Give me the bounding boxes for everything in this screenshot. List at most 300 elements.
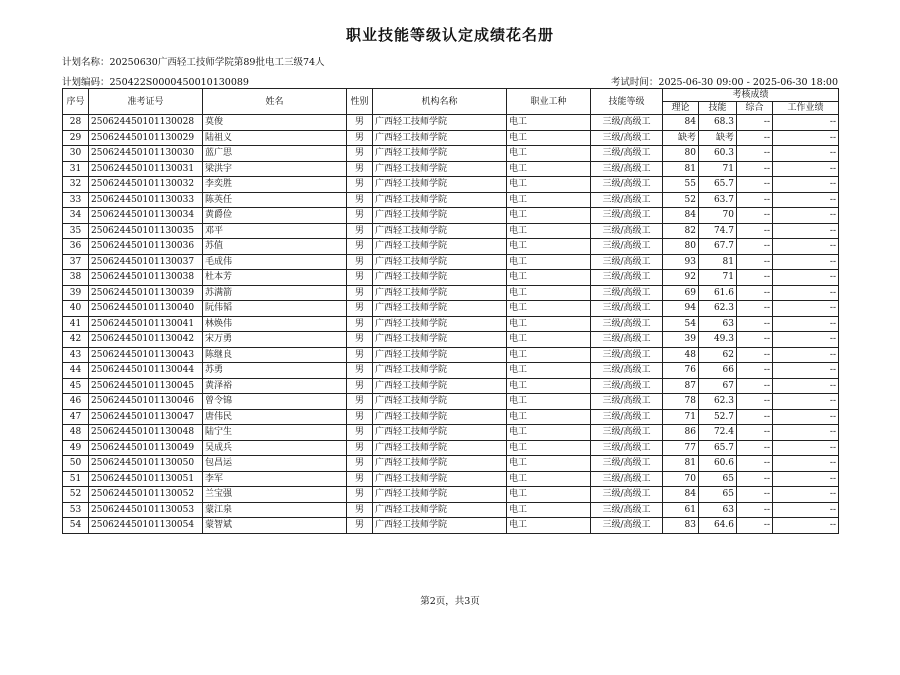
cell-occupation: 电工 (507, 440, 591, 456)
table-row (63, 161, 839, 177)
cell-occupation: 电工 (507, 254, 591, 270)
cell-work: -- (773, 378, 839, 394)
cell-name: 黄爵俭 (203, 208, 347, 224)
cell-org: 广西轻工技师学院 (373, 161, 507, 177)
cell-org: 广西轻工技师学院 (373, 363, 507, 379)
cell-gender: 男 (347, 487, 373, 503)
cell-skill: 62.3 (699, 301, 737, 317)
cell-theory: 52 (663, 192, 699, 208)
cell-overall: -- (737, 301, 773, 317)
cell-name: 吴成兵 (203, 440, 347, 456)
cell-name: 黄泽裕 (203, 378, 347, 394)
cell-skill: 49.3 (699, 332, 737, 348)
cell-ticket: 250624450101130053 (89, 502, 203, 518)
plan-name: 计划名称：20250630广西轻工技师学院第89批电工三级74人 (62, 57, 325, 68)
cell-work: -- (773, 316, 839, 332)
cell-occupation: 电工 (507, 425, 591, 441)
cell-level: 三级/高级工 (591, 161, 663, 177)
cell-work: -- (773, 239, 839, 255)
cell-gender: 男 (347, 425, 373, 441)
cell-org: 广西轻工技师学院 (373, 285, 507, 301)
cell-seq: 54 (63, 518, 89, 534)
table-row (63, 394, 839, 410)
cell-occupation: 电工 (507, 363, 591, 379)
cell-skill: 63 (699, 502, 737, 518)
cell-occupation: 电工 (507, 270, 591, 286)
cell-seq: 49 (63, 440, 89, 456)
cell-org: 广西轻工技师学院 (373, 254, 507, 270)
cell-theory: 39 (663, 332, 699, 348)
cell-ticket: 250624450101130045 (89, 378, 203, 394)
cell-overall: -- (737, 471, 773, 487)
cell-theory: 71 (663, 409, 699, 425)
cell-overall: -- (737, 502, 773, 518)
cell-occupation: 电工 (507, 177, 591, 193)
cell-org: 广西轻工技师学院 (373, 456, 507, 472)
cell-skill: 65.7 (699, 177, 737, 193)
cell-overall: -- (737, 208, 773, 224)
cell-theory: 77 (663, 440, 699, 456)
cell-work: -- (773, 285, 839, 301)
cell-theory: 80 (663, 239, 699, 255)
cell-theory: 83 (663, 518, 699, 534)
cell-overall: -- (737, 347, 773, 363)
cell-seq: 48 (63, 425, 89, 441)
cell-skill: 62.3 (699, 394, 737, 410)
cell-name: 苏值 (203, 239, 347, 255)
cell-name: 陈继良 (203, 347, 347, 363)
cell-theory: 76 (663, 363, 699, 379)
cell-org: 广西轻工技师学院 (373, 487, 507, 503)
cell-name: 蒙智斌 (203, 518, 347, 534)
cell-level: 三级/高级工 (591, 115, 663, 131)
cell-seq: 30 (63, 146, 89, 162)
cell-overall: -- (737, 378, 773, 394)
cell-occupation: 电工 (507, 347, 591, 363)
cell-ticket: 250624450101130046 (89, 394, 203, 410)
cell-work: -- (773, 270, 839, 286)
cell-occupation: 电工 (507, 394, 591, 410)
cell-ticket: 250624450101130036 (89, 239, 203, 255)
cell-ticket: 250624450101130041 (89, 316, 203, 332)
cell-seq: 42 (63, 332, 89, 348)
cell-gender: 男 (347, 409, 373, 425)
cell-seq: 28 (63, 115, 89, 131)
cell-overall: -- (737, 270, 773, 286)
cell-ticket: 250624450101130049 (89, 440, 203, 456)
header-theory: 理论 (663, 102, 699, 115)
cell-overall: -- (737, 487, 773, 503)
table-row (63, 456, 839, 472)
cell-overall: -- (737, 409, 773, 425)
table-row (63, 239, 839, 255)
cell-skill: 缺考 (699, 130, 737, 146)
cell-level: 三级/高级工 (591, 254, 663, 270)
cell-theory: 87 (663, 378, 699, 394)
cell-theory: 92 (663, 270, 699, 286)
roster-body (63, 115, 839, 534)
cell-seq: 29 (63, 130, 89, 146)
cell-gender: 男 (347, 192, 373, 208)
cell-ticket: 250624450101130035 (89, 223, 203, 239)
cell-gender: 男 (347, 239, 373, 255)
table-row (63, 425, 839, 441)
cell-occupation: 电工 (507, 301, 591, 317)
cell-seq: 39 (63, 285, 89, 301)
cell-org: 广西轻工技师学院 (373, 502, 507, 518)
cell-overall: -- (737, 332, 773, 348)
cell-seq: 41 (63, 316, 89, 332)
cell-gender: 男 (347, 332, 373, 348)
cell-ticket: 250624450101130052 (89, 487, 203, 503)
cell-theory: 84 (663, 208, 699, 224)
cell-org: 广西轻工技师学院 (373, 471, 507, 487)
cell-name: 宋万勇 (203, 332, 347, 348)
table-row (63, 363, 839, 379)
cell-gender: 男 (347, 378, 373, 394)
cell-gender: 男 (347, 270, 373, 286)
cell-theory: 81 (663, 456, 699, 472)
cell-seq: 51 (63, 471, 89, 487)
cell-theory: 70 (663, 471, 699, 487)
cell-level: 三级/高级工 (591, 301, 663, 317)
cell-work: -- (773, 146, 839, 162)
cell-theory: 61 (663, 502, 699, 518)
table-row (63, 177, 839, 193)
cell-level: 三级/高级工 (591, 192, 663, 208)
cell-theory: 81 (663, 161, 699, 177)
cell-ticket: 250624450101130038 (89, 270, 203, 286)
header-gender: 性别 (347, 89, 373, 115)
cell-ticket: 250624450101130033 (89, 192, 203, 208)
cell-ticket: 250624450101130051 (89, 471, 203, 487)
cell-gender: 男 (347, 316, 373, 332)
cell-level: 三级/高级工 (591, 223, 663, 239)
cell-level: 三级/高级工 (591, 208, 663, 224)
cell-seq: 34 (63, 208, 89, 224)
cell-skill: 65.7 (699, 440, 737, 456)
cell-theory: 84 (663, 487, 699, 503)
cell-work: -- (773, 363, 839, 379)
cell-seq: 40 (63, 301, 89, 317)
cell-work: -- (773, 518, 839, 534)
table-row (63, 223, 839, 239)
cell-seq: 36 (63, 239, 89, 255)
cell-skill: 62 (699, 347, 737, 363)
document-title: 职业技能等级认定成绩花名册 (345, 26, 554, 44)
cell-skill: 64.6 (699, 518, 737, 534)
header-work: 工作业绩 (773, 102, 839, 115)
cell-ticket: 250624450101130054 (89, 518, 203, 534)
cell-occupation: 电工 (507, 115, 591, 131)
table-row (63, 301, 839, 317)
cell-level: 三级/高级工 (591, 332, 663, 348)
cell-theory: 84 (663, 115, 699, 131)
cell-name: 曾令锦 (203, 394, 347, 410)
cell-skill: 74.7 (699, 223, 737, 239)
table-row (63, 146, 839, 162)
cell-level: 三级/高级工 (591, 285, 663, 301)
cell-theory: 93 (663, 254, 699, 270)
cell-level: 三级/高级工 (591, 440, 663, 456)
cell-gender: 男 (347, 518, 373, 534)
cell-work: -- (773, 254, 839, 270)
cell-skill: 66 (699, 363, 737, 379)
cell-level: 三级/高级工 (591, 347, 663, 363)
cell-ticket: 250624450101130034 (89, 208, 203, 224)
cell-skill: 60.3 (699, 146, 737, 162)
cell-gender: 男 (347, 115, 373, 131)
header-seq: 序号 (63, 89, 89, 115)
cell-skill: 70 (699, 208, 737, 224)
cell-ticket: 250624450101130047 (89, 409, 203, 425)
cell-name: 苏满箭 (203, 285, 347, 301)
cell-overall: -- (737, 363, 773, 379)
cell-seq: 35 (63, 223, 89, 239)
cell-theory: 78 (663, 394, 699, 410)
cell-level: 三级/高级工 (591, 270, 663, 286)
cell-org: 广西轻工技师学院 (373, 332, 507, 348)
cell-skill: 72.4 (699, 425, 737, 441)
cell-org: 广西轻工技师学院 (373, 347, 507, 363)
cell-skill: 67.7 (699, 239, 737, 255)
cell-occupation: 电工 (507, 409, 591, 425)
cell-seq: 47 (63, 409, 89, 425)
cell-occupation: 电工 (507, 316, 591, 332)
cell-seq: 43 (63, 347, 89, 363)
cell-overall: -- (737, 285, 773, 301)
cell-work: -- (773, 223, 839, 239)
cell-level: 三级/高级工 (591, 378, 663, 394)
cell-occupation: 电工 (507, 146, 591, 162)
cell-gender: 男 (347, 456, 373, 472)
cell-skill: 52.7 (699, 409, 737, 425)
cell-theory: 80 (663, 146, 699, 162)
header-overall: 综合 (737, 102, 773, 115)
cell-seq: 45 (63, 378, 89, 394)
cell-org: 广西轻工技师学院 (373, 378, 507, 394)
cell-occupation: 电工 (507, 239, 591, 255)
cell-theory: 48 (663, 347, 699, 363)
cell-overall: -- (737, 177, 773, 193)
cell-occupation: 电工 (507, 223, 591, 239)
cell-ticket: 250624450101130039 (89, 285, 203, 301)
cell-ticket: 250624450101130043 (89, 347, 203, 363)
cell-level: 三级/高级工 (591, 146, 663, 162)
table-row (63, 471, 839, 487)
cell-ticket: 250624450101130044 (89, 363, 203, 379)
cell-occupation: 电工 (507, 456, 591, 472)
cell-skill: 65 (699, 487, 737, 503)
cell-gender: 男 (347, 223, 373, 239)
header-org: 机构名称 (373, 89, 507, 115)
cell-org: 广西轻工技师学院 (373, 115, 507, 131)
cell-work: -- (773, 332, 839, 348)
cell-name: 莫俊 (203, 115, 347, 131)
cell-seq: 37 (63, 254, 89, 270)
table-row (63, 285, 839, 301)
table-row (63, 409, 839, 425)
cell-seq: 50 (63, 456, 89, 472)
cell-gender: 男 (347, 471, 373, 487)
cell-ticket: 250624450101130032 (89, 177, 203, 193)
cell-work: -- (773, 409, 839, 425)
cell-theory: 86 (663, 425, 699, 441)
cell-level: 三级/高级工 (591, 239, 663, 255)
table-row (63, 347, 839, 363)
cell-level: 三级/高级工 (591, 394, 663, 410)
cell-work: -- (773, 502, 839, 518)
cell-theory: 缺考 (663, 130, 699, 146)
cell-overall: -- (737, 518, 773, 534)
cell-occupation: 电工 (507, 285, 591, 301)
cell-occupation: 电工 (507, 518, 591, 534)
cell-seq: 53 (63, 502, 89, 518)
cell-seq: 38 (63, 270, 89, 286)
cell-overall: -- (737, 192, 773, 208)
cell-skill: 67 (699, 378, 737, 394)
cell-work: -- (773, 301, 839, 317)
cell-gender: 男 (347, 254, 373, 270)
cell-work: -- (773, 192, 839, 208)
cell-name: 梁洪宇 (203, 161, 347, 177)
cell-occupation: 电工 (507, 130, 591, 146)
cell-skill: 60.6 (699, 456, 737, 472)
cell-level: 三级/高级工 (591, 518, 663, 534)
cell-gender: 男 (347, 285, 373, 301)
cell-seq: 46 (63, 394, 89, 410)
cell-work: -- (773, 471, 839, 487)
cell-name: 阮伟韬 (203, 301, 347, 317)
cell-gender: 男 (347, 161, 373, 177)
cell-level: 三级/高级工 (591, 425, 663, 441)
cell-work: -- (773, 456, 839, 472)
header-level: 技能等级 (591, 89, 663, 115)
cell-org: 广西轻工技师学院 (373, 223, 507, 239)
cell-occupation: 电工 (507, 161, 591, 177)
cell-level: 三级/高级工 (591, 316, 663, 332)
cell-name: 李奕胜 (203, 177, 347, 193)
cell-occupation: 电工 (507, 487, 591, 503)
cell-gender: 男 (347, 502, 373, 518)
cell-org: 广西轻工技师学院 (373, 394, 507, 410)
cell-org: 广西轻工技师学院 (373, 239, 507, 255)
cell-seq: 44 (63, 363, 89, 379)
cell-ticket: 250624450101130030 (89, 146, 203, 162)
header-scores: 考核成绩 (663, 89, 839, 102)
cell-work: -- (773, 347, 839, 363)
cell-org: 广西轻工技师学院 (373, 208, 507, 224)
cell-occupation: 电工 (507, 471, 591, 487)
cell-overall: -- (737, 425, 773, 441)
cell-skill: 71 (699, 270, 737, 286)
cell-skill: 71 (699, 161, 737, 177)
cell-name: 杜本芳 (203, 270, 347, 286)
score-roster-table (62, 88, 839, 534)
cell-ticket: 250624450101130028 (89, 115, 203, 131)
cell-name: 李军 (203, 471, 347, 487)
cell-level: 三级/高级工 (591, 130, 663, 146)
cell-seq: 32 (63, 177, 89, 193)
cell-org: 广西轻工技师学院 (373, 316, 507, 332)
cell-occupation: 电工 (507, 208, 591, 224)
cell-name: 陆祖义 (203, 130, 347, 146)
table-row (63, 502, 839, 518)
page-footer: 第2页，共3页 (420, 596, 480, 607)
cell-level: 三级/高级工 (591, 502, 663, 518)
cell-overall: -- (737, 239, 773, 255)
cell-overall: -- (737, 440, 773, 456)
cell-ticket: 250624450101130040 (89, 301, 203, 317)
plan-code: 计划编码：250422S0000450010130089 (62, 77, 249, 88)
cell-name: 唐伟民 (203, 409, 347, 425)
cell-skill: 63 (699, 316, 737, 332)
cell-occupation: 电工 (507, 192, 591, 208)
cell-ticket: 250624450101130050 (89, 456, 203, 472)
cell-overall: -- (737, 115, 773, 131)
cell-work: -- (773, 177, 839, 193)
cell-name: 蒙江泉 (203, 502, 347, 518)
cell-theory: 54 (663, 316, 699, 332)
cell-gender: 男 (347, 440, 373, 456)
header-occupation: 职业工种 (507, 89, 591, 115)
cell-ticket: 250624450101130037 (89, 254, 203, 270)
table-row (63, 130, 839, 146)
cell-work: -- (773, 487, 839, 503)
cell-gender: 男 (347, 347, 373, 363)
cell-name: 蓝广思 (203, 146, 347, 162)
cell-org: 广西轻工技师学院 (373, 177, 507, 193)
table-row (63, 518, 839, 534)
cell-overall: -- (737, 394, 773, 410)
cell-overall: -- (737, 146, 773, 162)
cell-level: 三级/高级工 (591, 471, 663, 487)
cell-gender: 男 (347, 130, 373, 146)
cell-work: -- (773, 440, 839, 456)
table-row (63, 440, 839, 456)
cell-level: 三级/高级工 (591, 456, 663, 472)
cell-name: 陆宁生 (203, 425, 347, 441)
cell-org: 广西轻工技师学院 (373, 270, 507, 286)
cell-occupation: 电工 (507, 332, 591, 348)
cell-name: 毛成伟 (203, 254, 347, 270)
cell-work: -- (773, 130, 839, 146)
cell-gender: 男 (347, 146, 373, 162)
cell-seq: 52 (63, 487, 89, 503)
cell-org: 广西轻工技师学院 (373, 409, 507, 425)
cell-work: -- (773, 425, 839, 441)
cell-theory: 55 (663, 177, 699, 193)
cell-work: -- (773, 394, 839, 410)
cell-ticket: 250624450101130031 (89, 161, 203, 177)
cell-level: 三级/高级工 (591, 487, 663, 503)
cell-level: 三级/高级工 (591, 177, 663, 193)
cell-skill: 81 (699, 254, 737, 270)
cell-skill: 65 (699, 471, 737, 487)
cell-skill: 61.6 (699, 285, 737, 301)
header-name: 姓名 (203, 89, 347, 115)
cell-skill: 68.3 (699, 115, 737, 131)
cell-org: 广西轻工技师学院 (373, 301, 507, 317)
exam-time: 考试时间：2025-06-30 09:00 - 2025-06-30 18:00 (610, 77, 838, 88)
cell-org: 广西轻工技师学院 (373, 192, 507, 208)
cell-org: 广西轻工技师学院 (373, 518, 507, 534)
table-row (63, 208, 839, 224)
cell-ticket: 250624450101130029 (89, 130, 203, 146)
cell-name: 林焕伟 (203, 316, 347, 332)
table-row (63, 254, 839, 270)
table-row (63, 487, 839, 503)
